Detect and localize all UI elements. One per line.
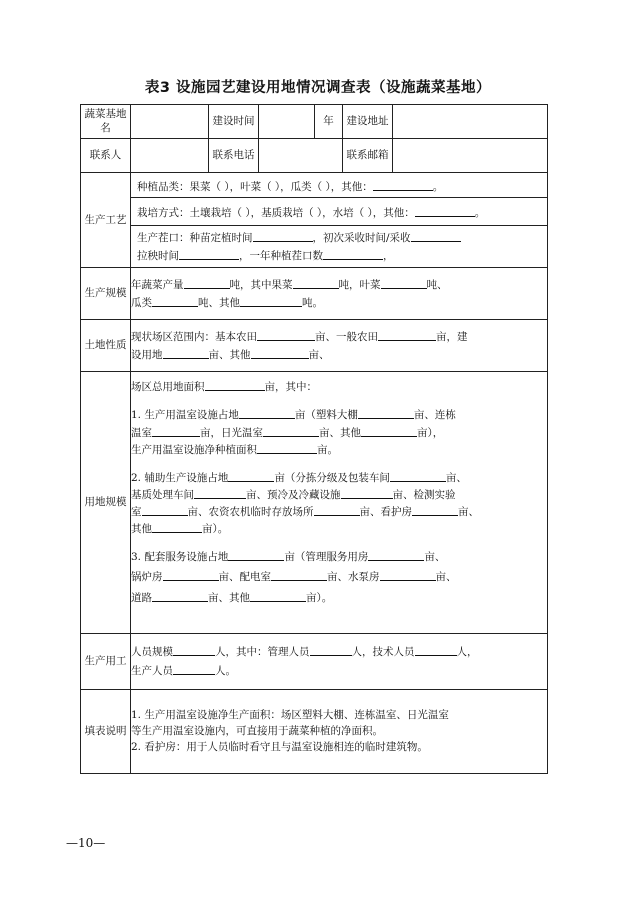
general-farmland-text: 亩、一般农田: [315, 330, 378, 343]
production-process-label: 生产工艺: [81, 173, 131, 268]
build-address-field[interactable]: [393, 105, 548, 139]
road-blank[interactable]: [152, 591, 208, 602]
aux-other-text: 其他: [131, 523, 152, 536]
net-planting-blank[interactable]: [257, 443, 317, 454]
fruit-veg-text: 吨，其中果菜: [229, 278, 293, 291]
uproot-time-text: 拉秧时间: [137, 250, 179, 263]
land-nature-row: [81, 320, 548, 372]
support-facility-text: 3. 配套服务设施占地: [131, 551, 229, 564]
substrate-workshop-text: 基质处理车间: [131, 488, 194, 501]
mu-comma-text: 亩、: [445, 471, 467, 484]
technical-text: 人，技术人员: [351, 646, 415, 659]
sorting-workshop-text: 亩（分拣分级及包装车间: [274, 471, 390, 484]
guard-room-blank[interactable]: [412, 505, 458, 516]
header-row-2: [81, 139, 548, 173]
technical-blank[interactable]: [415, 645, 457, 656]
base-name-field[interactable]: [131, 105, 209, 139]
sorting-workshop-blank[interactable]: [390, 471, 446, 482]
production-staff-blank[interactable]: [173, 664, 215, 675]
person-end-text: 人。: [215, 665, 236, 678]
multispan-text: 亩、连栋: [413, 409, 456, 422]
cold-storage-text: 亩、预冷及冷藏设施: [246, 488, 341, 501]
plastic-tunnel-text: 亩（塑料大棚: [294, 409, 358, 422]
production-scale-row: [81, 268, 548, 320]
greenhouse-area-blank[interactable]: [239, 408, 295, 419]
construction-land-text: 设用地: [131, 348, 163, 361]
multispan-blank[interactable]: [152, 426, 200, 437]
production-scale-label: 生产规模: [81, 268, 131, 320]
net-planting-text: 生产用温室设施净种植面积: [131, 443, 257, 456]
cultivation-methods-text: 栽培方式：土壤栽培（ ），基质栽培（ ），水培（ ），其他：: [137, 207, 415, 219]
storage-site-blank[interactable]: [314, 505, 360, 516]
contact-phone-label: 联系电话: [209, 139, 259, 173]
mu-comma-text-3: 亩、: [424, 551, 446, 564]
total-area-text: 场区总用地面积: [131, 381, 205, 394]
storage-site-text: 亩、农资农机临时存放场所: [187, 506, 314, 518]
build-time-field[interactable]: [259, 105, 315, 139]
testing-lab-text: 亩、检测实验: [392, 488, 456, 501]
ton-text: 吨、: [426, 278, 448, 291]
note-1-line-1: 1. 生产用温室设施净生产面积：场区塑料大棚、连栋温室、日光温室: [131, 709, 449, 722]
notes-label: 填表说明: [81, 690, 131, 774]
header-row-1: [81, 105, 548, 139]
crop-rotations-blank[interactable]: [323, 249, 383, 260]
support-other-blank[interactable]: [250, 591, 306, 602]
build-time-label: 建设时间: [209, 105, 259, 139]
aux-paren-close: 亩）。: [202, 523, 229, 536]
mu-text: 亩、: [308, 348, 330, 361]
paren-close-text: 亩），: [417, 426, 444, 439]
road-text: 道路: [131, 591, 152, 604]
admin-building-blank[interactable]: [368, 550, 424, 561]
planting-time-blank[interactable]: [253, 231, 313, 242]
survey-form-table: [80, 104, 548, 774]
fruit-veg-blank[interactable]: [293, 278, 339, 289]
leaf-veg-text: 吨，叶菜: [338, 278, 381, 291]
other-land-text: 亩、其他: [208, 348, 251, 361]
other-greenhouse-blank[interactable]: [361, 426, 417, 437]
labor-row: [81, 634, 548, 690]
note-1-line-2: 等生产用温室设施内，可直接用于蔬菜种植的净面积。: [131, 725, 383, 738]
other-land-blank[interactable]: [251, 348, 309, 359]
crop-types-text: 种植品类：果菜（ ），叶菜（ ），瓜类（ ），其他：: [137, 181, 373, 193]
total-area-blank[interactable]: [205, 380, 265, 391]
crop-other-blank[interactable]: [373, 180, 433, 191]
leaf-veg-blank[interactable]: [381, 278, 427, 289]
solar-greenhouse-blank[interactable]: [263, 426, 319, 437]
management-text: 人，其中：管理人员: [215, 646, 310, 659]
uproot-time-blank[interactable]: [179, 249, 239, 260]
power-room-text: 亩、配电室: [218, 571, 271, 584]
power-room-blank[interactable]: [271, 570, 327, 581]
plastic-tunnel-blank[interactable]: [358, 408, 414, 419]
annual-yield-text: 年蔬菜产量: [131, 278, 184, 291]
page-number: —10—: [66, 836, 106, 850]
general-farmland-blank[interactable]: [378, 330, 436, 341]
basic-farmland-blank[interactable]: [257, 330, 315, 341]
construction-text: 亩，建: [436, 330, 468, 343]
testing-lab-blank[interactable]: [142, 505, 188, 516]
build-address-label: 建设地址: [343, 105, 393, 139]
land-use-label: 用地规模: [81, 372, 131, 634]
admin-building-text: 亩（管理服务用房: [284, 551, 369, 564]
other-greenhouse-text: 亩、其他: [319, 426, 361, 439]
base-name-label: 蔬菜基地名: [81, 105, 131, 139]
contact-phone-field[interactable]: [259, 139, 343, 173]
aux-facility-blank[interactable]: [228, 471, 274, 482]
annual-yield-blank[interactable]: [184, 278, 230, 289]
boiler-room-blank[interactable]: [163, 570, 219, 581]
production-process-row: 生产工艺 种植品类：果菜（ ），叶菜（ ），瓜类（ ），其他： 。 栽培方式：土壤栽培（ ），基质栽培（ ），水培（ ），其他： 。 生产茬口：种苗定植时间 ，初次采收时间/采收 拉秧时间 ，一年种植茬口数 ，: [81, 173, 548, 268]
mu-comma-text-2: 亩、: [458, 506, 479, 518]
cultivation-other-blank[interactable]: [415, 206, 475, 217]
room-word: 室: [131, 506, 142, 518]
greenhouse-area-text: 1. 生产用温室设施占地: [131, 409, 239, 422]
harvest-time-blank[interactable]: [411, 231, 461, 242]
other-yield-blank[interactable]: [240, 296, 302, 307]
page-title: 表3 设施园艺建设用地情况调查表（设施蔬菜基地）: [144, 80, 492, 96]
melon-blank[interactable]: [152, 296, 198, 307]
staff-scale-text: 人员规模: [131, 646, 173, 659]
cold-storage-blank[interactable]: [341, 488, 393, 499]
labor-label: 生产用工: [81, 634, 131, 690]
support-facility-blank[interactable]: [228, 550, 284, 561]
staff-scale-blank[interactable]: [173, 645, 215, 656]
production-staff-text: 生产人员: [131, 665, 173, 678]
contact-email-label: 联系邮箱: [343, 139, 393, 173]
ton-end-text: 吨。: [302, 296, 323, 309]
year-label: 年: [315, 105, 343, 139]
contact-field[interactable]: [131, 139, 209, 173]
person-comma-text: 人，: [456, 646, 478, 659]
support-other-text: 亩、其他: [208, 591, 250, 604]
management-blank[interactable]: [310, 645, 352, 656]
support-paren-close: 亩）。: [306, 591, 333, 604]
land-use-row: [81, 372, 548, 634]
greenhouse-word: 温室: [131, 426, 152, 439]
basic-farmland-text: 现状场区范围内：基本农田: [131, 330, 257, 343]
pump-room-blank[interactable]: [380, 570, 436, 581]
notes-row: [81, 690, 548, 774]
note-2: 2. 看护房：用于人员临时看守且与温室设施相连的临时建筑物。: [131, 741, 428, 754]
solar-greenhouse-text: 亩，日光温室: [200, 426, 263, 439]
aux-facility-text: 2. 辅助生产设施占地: [131, 471, 229, 484]
contact-email-field[interactable]: [393, 139, 548, 173]
pump-room-text: 亩、水泵房: [327, 571, 380, 584]
land-nature-label: 土地性质: [81, 320, 131, 372]
aux-other-blank[interactable]: [152, 522, 202, 533]
boiler-room-text: 锅炉房: [131, 571, 163, 584]
harvest-time-text: ，初次采收时间/采收: [312, 232, 411, 244]
other-yield-text: 吨、其他: [198, 296, 240, 309]
contact-label: 联系人: [81, 139, 131, 173]
substrate-workshop-blank[interactable]: [194, 488, 246, 499]
planting-time-text: 生产茬口：种苗定植时间: [137, 232, 253, 244]
guard-room-text: 亩、看护房: [359, 506, 412, 518]
total-area-unit: 亩，其中：: [264, 381, 317, 394]
construction-land-blank[interactable]: [163, 348, 209, 359]
crop-rotations-text: ，一年种植茬口数: [239, 250, 323, 263]
mu-comma-text-4: 亩、: [435, 571, 457, 584]
net-planting-unit: 亩。: [317, 443, 338, 456]
melon-text: 瓜类: [131, 296, 152, 309]
